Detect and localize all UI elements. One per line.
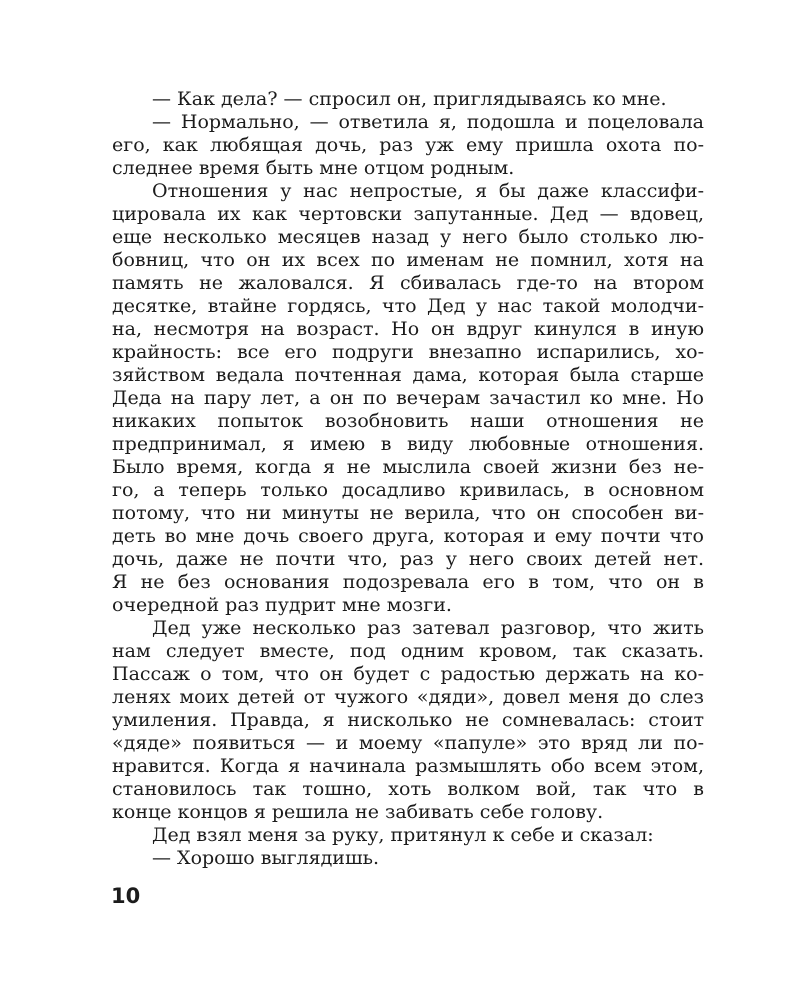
text-line: — Хорошо выглядишь. (152, 847, 379, 869)
text-line: предпринимал, я имею в виду любовные отношения. (112, 433, 704, 455)
text-line: десятке, втайне гордясь, что Дед у нас такой молодчи- (112, 295, 704, 317)
text-line: конце концов я решила не забивать себе голову. (112, 801, 604, 823)
text-line: крайность: все его подруги внезапно испарились, хо- (112, 341, 704, 363)
text-line: — Как дела? — спросил он, приглядываясь ко мне. (152, 88, 667, 110)
text-line: Пассаж о том, что он будет с радостью держать на ко- (112, 663, 704, 685)
text-line: цировала их как чертовски запутанные. Дед — вдовец, (112, 203, 704, 225)
text-line: еще несколько месяцев назад у него было столько лю- (112, 226, 704, 248)
text-line: становилось так тошно, хоть волком вой, так что в (112, 778, 704, 800)
page-number: 10 (111, 884, 141, 908)
text-line: нравится. Когда я начинала размышлять обо всем этом, (112, 755, 704, 777)
text-line: Было время, когда я не мыслила своей жизни без не- (112, 456, 704, 478)
text-line: память не жаловался. Я сбивалась где-то на втором (112, 272, 704, 294)
text-line: очередной раз пудрит мне мозги. (112, 594, 452, 616)
text-line: следнее время быть мне отцом родным. (112, 157, 515, 179)
text-line: дочь, даже не почти что, раз у него своих детей нет. (112, 548, 704, 570)
text-line: нам следует вместе, под одним кровом, так сказать. (112, 640, 704, 662)
body-text (112, 88, 704, 870)
text-line: Дед взял меня за руку, притянул к себе и сказал: (152, 824, 654, 846)
text-line: деть во мне дочь своего друга, которая и ему почти что (112, 525, 704, 547)
text-line: Отношения у нас непростые, я бы даже классифи- (152, 180, 704, 202)
text-line: потому, что ни минуты не верила, что он способен ви- (112, 502, 704, 524)
text-line: го, а теперь только досадливо кривилась, в основном (112, 479, 704, 501)
text-line: его, как любящая дочь, раз уж ему пришла охота по- (112, 134, 704, 156)
text-line: «дяде» появиться — и моему «папуле» это вряд ли по- (112, 732, 704, 754)
text-line: — Нормально, — ответила я, подошла и поцеловала (152, 111, 704, 133)
text-line: никаких попыток возобновить наши отношения не (112, 410, 704, 432)
text-line: Я не без основания подозревала его в том, что он в (112, 571, 704, 593)
text-line: на, несмотря на возраст. Но он вдруг кинулся в иную (112, 318, 704, 340)
text-line: ленях моих детей от чужого «дяди», довел меня до слез (112, 686, 704, 708)
text-line: Деда на пару лет, а он по вечерам зачастил ко мне. Но (112, 387, 704, 409)
text-line: Дед уже несколько раз затевал разговор, что жить (152, 617, 704, 639)
text-line: бовниц, что он их всех по именам не помнил, хотя на (112, 249, 704, 271)
text-line: умиления. Правда, я нисколько не сомневалась: стоит (112, 709, 704, 731)
text-line: зяйством ведала почтенная дама, которая была старше (112, 364, 704, 386)
